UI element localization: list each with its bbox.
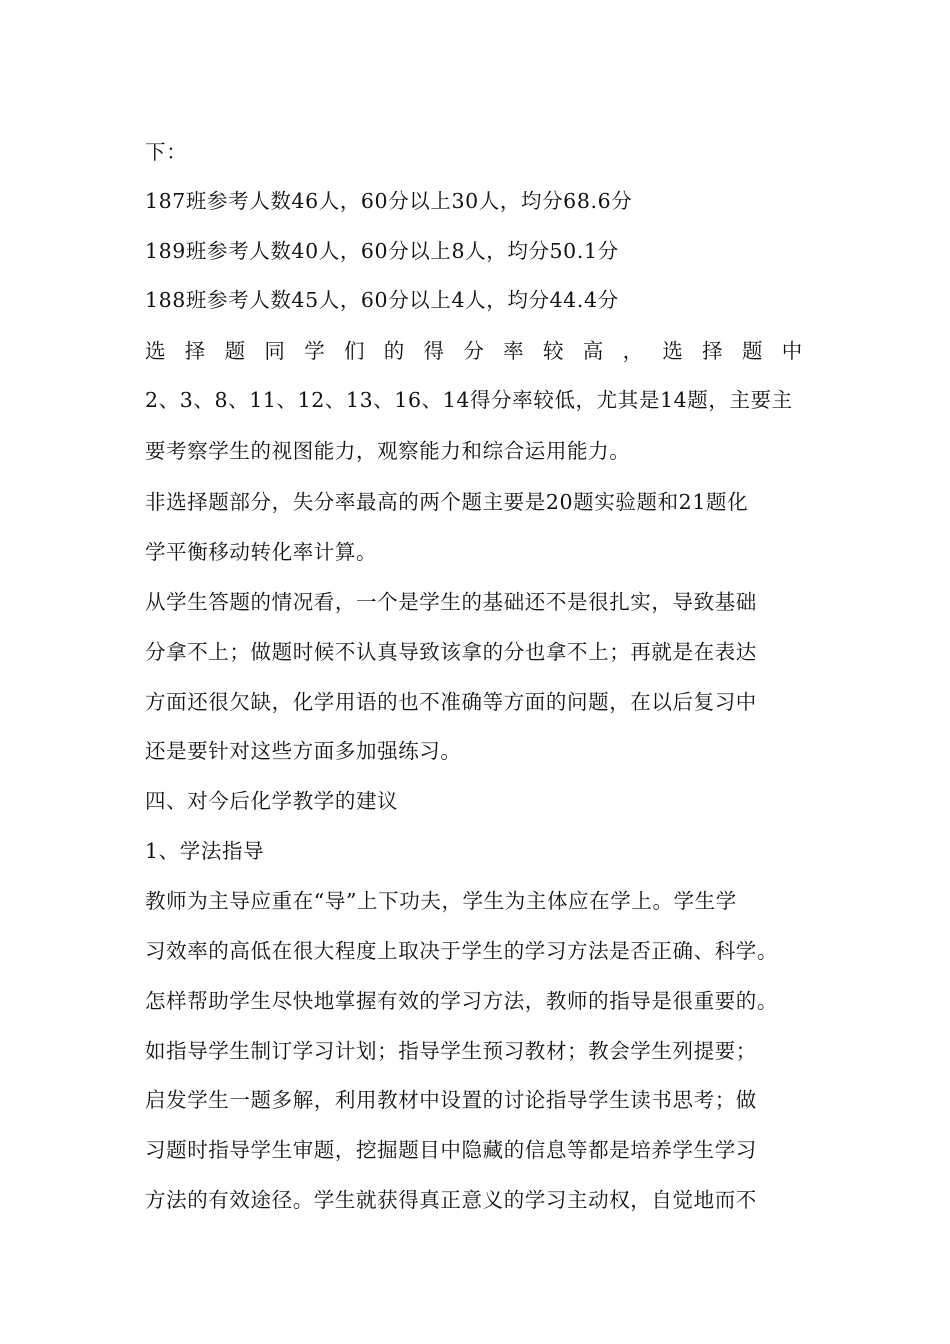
text-line-6: 2、3、8、11、12、13、16、14得分率较低，尤其是14题，主要主 [145,388,793,412]
text-line-13: 还是要针对这些方面多加强练习。 [145,739,462,763]
spread-char: 较 [542,339,565,363]
section-heading: 四、对今后化学教学的建议 [145,789,399,813]
spread-char: 们 [343,339,366,363]
text-line-19: 如指导学生制订学习计划；指导学生预习教材；教会学生列提要； [145,1039,757,1063]
spread-char: 中 [781,339,803,363]
text-line-11: 分拿不上；做题时候不认真导致该拿的分也拿不上；再就是在表达 [145,640,757,664]
spread-char: 的 [383,339,405,363]
text-line-7: 要考察学生的视图能力，观察能力和综合运用能力。 [145,439,631,463]
spread-char: 择 [184,339,206,363]
text-line-3: 189班参考人数40人，60分以上8人，均分50.1分 [145,239,619,263]
spread-char: ， [622,339,644,363]
text-line-5-spread [145,337,803,365]
spread-char: 得 [423,339,445,363]
spread-char: 择 [702,339,724,363]
text-line-8: 非选择题部分，失分率最高的两个题主要是20题实验题和21题化 [145,490,749,514]
spread-char: 同 [264,339,286,363]
text-line-2: 187班参考人数46人，60分以上30人，均分68.6分 [145,189,633,213]
spread-char: 选 [662,339,684,363]
spread-char: 高 [582,339,604,363]
spread-char: 题 [224,339,246,363]
spread-char: 选 [145,339,167,363]
text-line-1: 下： [145,140,188,164]
text-line-4: 188班参考人数45人，60分以上4人，均分44.4分 [145,288,619,312]
subsection-heading: 1、学法指导 [145,839,265,863]
text-line-16: 教师为主导应重在“导”上下功夫，学生为主体应在学上。学生学 [145,889,737,913]
text-line-12: 方面还很欠缺，化学用语的也不准确等方面的问题，在以后复习中 [145,690,757,714]
text-line-22: 方法的有效途径。学生就获得真正意义的学习主动权，自觉地而不 [145,1188,757,1212]
spread-char: 学 [304,339,326,363]
spread-char: 率 [503,339,525,363]
text-line-21: 习题时指导学生审题，挖掘题目中隐藏的信息等都是培养学生学习 [145,1138,757,1162]
text-line-17: 习效率的高低在很大程度上取决于学生的学习方法是否正确、科学。 [145,939,778,963]
text-line-10: 从学生答题的情况看，一个是学生的基础还不是很扎实，导致基础 [145,590,757,614]
text-line-9: 学平衡移动转化率计算。 [145,540,378,564]
spread-char: 题 [741,339,764,363]
spread-char: 分 [463,339,485,363]
text-line-20: 启发学生一题多解，利用教材中设置的讨论指导学生读书思考；做 [145,1088,757,1112]
text-line-18: 怎样帮助学生尽快地掌握有效的学习方法，教师的指导是很重要的。 [145,989,778,1013]
